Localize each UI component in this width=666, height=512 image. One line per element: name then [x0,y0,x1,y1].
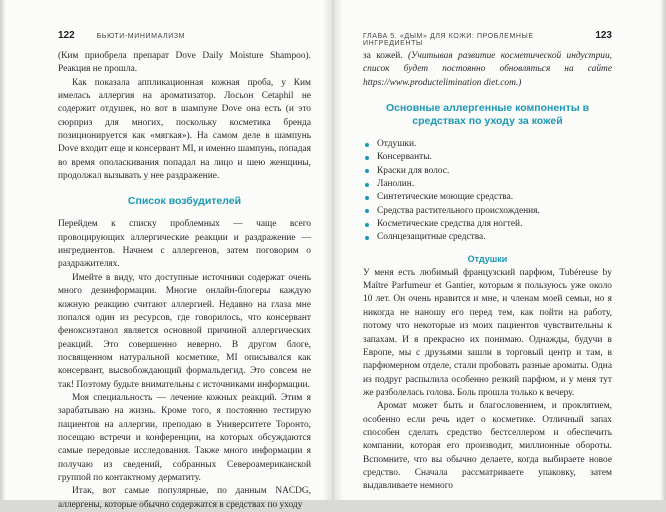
paragraph: Итак, вот самые популярные, по данным NACDG, аллергены, которые обычно содержатся в средствах по уходу [58,486,311,510]
left-running-header: БЬЮТИ-МИНИМАЛИЗМ [96,33,186,40]
paragraph: (Ким приобрела препарат Dove Daily Moisture Shampoo). Реакция не прошла. [58,51,311,75]
subsection-heading: Отдушки [467,253,508,264]
paragraph: Имейте в виду, что доступные источники содержат очень много дезинформации. Многие онлайн-блогеры каждую кожную реакцию считают аллергией. Недавно на глаза мне попался один из ресурсов, где говорилось, что консервант феноксиэтанол является основной причиной аллергических реакций. Это совершенно неверно. В другом блоге, посвященном натуральной косметике, MI описывался как консервант, высвобождающий формальдегид. Это совсем не так! Поэтому будьте внимательны с источниками информации. [58,272,311,390]
right-page-header [363,30,612,47]
allergen-list [363,138,612,245]
left-page [0,0,333,510]
paragraph: Моя специальность — лечение кожных реакций. Этим я зарабатываю на жизнь. Кроме того, я постоянно тестирую пациентов на аллергии, преподаю в Университете Торонто, посещаю встречи и конференции, на которых обсуждаются самые передовые исследования. Также много информации я получаю из сведений, собранных Североамериканской группой по контактному дерматиту. [58,392,311,483]
bullet-icon [365,183,369,187]
bullet-icon [365,156,369,160]
right-running-header: ГЛАВА 5. «ДЫМ» ДЛЯ КОЖИ: ПРОБЛЕМНЫЕ ИНГРЕДИЕНТЫ [363,33,534,47]
left-page-number: 122 [58,30,75,41]
bullet-icon [365,196,369,200]
section-heading: Список возбудителей [127,195,242,208]
list-item: Отдушки. [363,138,612,151]
bullet-icon [365,236,369,240]
paragraph: У меня есть любимый французский парфюм, Tubéreuse by Maître Parfumeur et Gantier, которым я пользуюсь уже около 10 лет. Он очень нравится и мне, и членам моей семьи, но я никогда не наношу его перед тем, как пойти на работу, потому что некоторые из моих пациентов чувствительны к запахам. И я прекрасно их понимаю. Однажды, будучи в Европе, мы с друзьями зашли в торговый центр и там, в парфюмерном отделе, стали пробовать разные ароматы. Одна из подруг распылила особенно резкий парфюм, и у меня тут же разболелась голова. Боль прошла только к вечеру. [363,267,612,398]
list-item: Краски для волос. [363,165,612,178]
intro-italic-note: (Учитывая развитие косметической индустрии, список будет постоянно обновляться на сайте https://www.productelimination diet.com.) [363,51,612,88]
paragraph: Перейдем к списку проблемных — чаще всего провоцирующих аллергические реакции и раздражение — ингредиентов. Начнем с аллергенов, затем поговорим о раздражителях. [58,219,311,270]
bullet-icon [365,169,369,173]
list-item: Ланолин. [363,178,612,191]
list-item: Средства растительного происхождения. [363,205,612,218]
list-item: Косметические средства для ногтей. [363,218,612,231]
left-page-header [58,30,311,44]
bullet-icon [365,143,369,147]
paragraph: Аромат может быть и благословением, и проклятием, особенно если речь идет о косметике. Отличный запах способен сделать средство бестселлером и обеспечить компании, которая его производит, миллионные обороты. Вспомните, что вы обычно делаете, когда выбираете новое средство. Сначала рассматриваете упаковку, затем выдавливаете немного [363,401,612,492]
bullet-icon [365,223,369,227]
right-page [333,0,666,500]
intro-paragraph [363,50,612,90]
paragraph: Как показала аппликационная кожная проба, у Ким имелась аллергия на ароматизатор. Лосьон Cetaphil не содержит отдушек, но вот в шампуне Dove она есть (и это сюрприз для многих, поскольку косметика бренда позиционируется как «мягкая»). На самом деле в шампунь Dove входит еще и консервант MI, и именно шампунь, попадая во время ополаскивания попадал на лицо и шею женщины, продолжал вызывать у нее раздражение. [58,77,311,182]
list-item: Солнцезащитные средства. [363,231,612,244]
bullet-icon [365,209,369,213]
right-page-number: 123 [595,30,612,41]
list-item: Консерванты. [363,151,612,164]
section-heading: Основные аллергенные компоненты в средствах по уходу за кожей [385,102,590,128]
intro-text: за кожей. [363,51,408,61]
list-item: Синтетические моющие средства. [363,191,612,204]
